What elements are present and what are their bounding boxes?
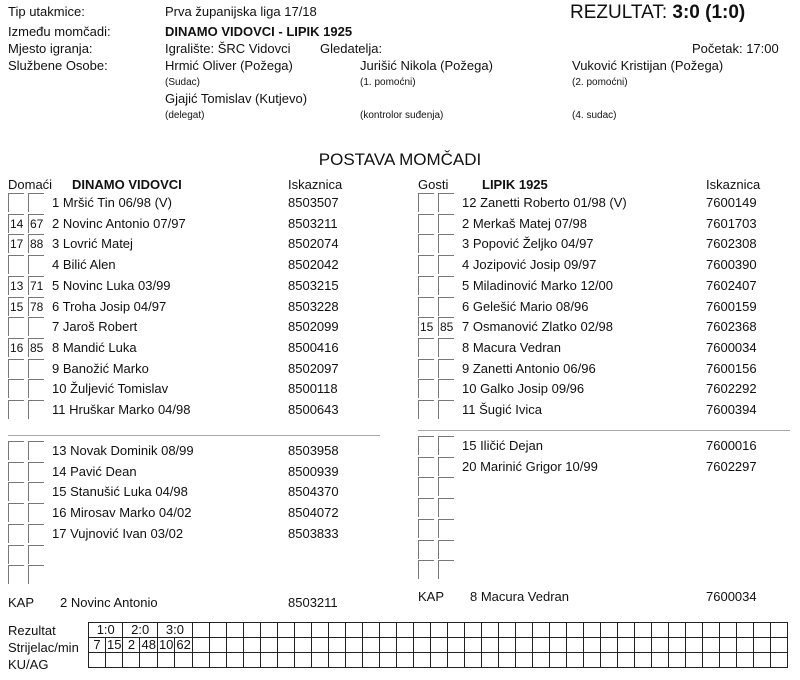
sub-minute-box [418, 400, 434, 419]
sub-minute-box [8, 482, 24, 501]
result-cell [345, 623, 362, 638]
sub-minute-box [438, 379, 454, 398]
player-name: 20 Marinić Grigor 10/99 [462, 458, 598, 474]
result-cell [396, 623, 413, 638]
sub-minute-box: 78 [28, 297, 44, 316]
sub-minute-box [438, 214, 454, 233]
player-id: 7602368 [706, 319, 757, 335]
kuag-cell [277, 653, 294, 668]
sub-minute-box [418, 276, 434, 295]
sub-minute-box [28, 441, 44, 460]
result-cell [702, 623, 719, 638]
sluzbene-label: Službene Osobe: [8, 58, 108, 73]
footer-rezultat-label: Rezultat [8, 623, 56, 638]
scorer-cell [311, 638, 328, 653]
official-role: (delegat) [165, 110, 205, 121]
sub-minute-box: 15 [418, 317, 434, 336]
away-kap-id: 7600034 [706, 589, 757, 604]
player-id: 8503228 [288, 298, 339, 314]
scorer-cell [549, 638, 566, 653]
section-title: POSTAVA MOMČADI [318, 150, 482, 169]
player-id: 7601703 [706, 215, 757, 231]
scorer-cell: 15 [107, 637, 122, 652]
scorer-cell [192, 638, 209, 653]
scorer-cell: 7 [89, 638, 106, 653]
sub-minute-box [438, 359, 454, 378]
player-id: 8500118 [288, 381, 338, 397]
kuag-cell [770, 653, 787, 668]
player-name: 9 Banožić Marko [52, 360, 149, 376]
scorer-cell [498, 638, 515, 653]
kuag-cell [157, 653, 174, 668]
kuag-cell [566, 653, 583, 668]
sub-minute-box [438, 297, 454, 316]
official-role: (2. pomoćni) [572, 77, 628, 88]
footer-kuag-label: KU/AG [8, 657, 49, 672]
sub-minute-box [418, 255, 434, 274]
sub-minute-box [8, 359, 24, 378]
player-name: 12 Zanetti Roberto 01/98 (V) [462, 195, 627, 210]
sub-minute-box [438, 436, 454, 455]
scorer-cell [379, 638, 396, 653]
scorer-cell: 10 [158, 637, 174, 652]
scorer-cell [719, 638, 736, 653]
sub-minute-box [418, 540, 434, 559]
official-role: (4. sudac) [572, 110, 617, 121]
result-cell [634, 623, 651, 638]
kuag-cell [464, 653, 481, 668]
player-name: 8 Macura Vedran [462, 339, 562, 355]
kuag-cell [651, 653, 668, 668]
sub-minute-box [28, 503, 44, 522]
player-name: 15 Iličić Dejan [462, 438, 543, 453]
scorer-cell [243, 638, 260, 653]
player-name: 10 Galko Josip 09/96 [462, 381, 585, 397]
kuag-cell [702, 653, 719, 668]
score-grid-row [89, 653, 788, 668]
kuag-cell [583, 653, 600, 668]
sub-minute-box: 71 [28, 276, 44, 295]
sub-minute-box: 85 [28, 338, 44, 357]
scorer-cell [413, 638, 430, 653]
home-kap-label: KAP [8, 595, 35, 610]
scorer-cell [481, 638, 498, 653]
player-id: 7600156 [706, 360, 757, 376]
tip-value: Prva županijska liga 17/18 [165, 4, 317, 19]
sub-minute-box: 67 [28, 214, 44, 233]
sub-minute-box [28, 524, 44, 543]
result-cell [600, 623, 617, 638]
sub-minute-box [28, 379, 44, 398]
sub-minute-box [8, 545, 24, 564]
result-cell [498, 623, 515, 638]
result-cell [566, 623, 583, 638]
scorer-cell [736, 638, 753, 653]
sub-minute-box [438, 193, 454, 212]
kickoff-time: Početak: 17:00 [692, 41, 779, 56]
sub-minute-box [438, 400, 454, 419]
scorer-cell [515, 638, 532, 653]
scorer-cell [532, 638, 549, 653]
kuag-cell [532, 653, 549, 668]
kuag-cell [379, 653, 396, 668]
scorer-cell [600, 638, 617, 653]
scorer-cell [566, 638, 583, 653]
result-cell [379, 623, 396, 638]
sub-minute-box [28, 482, 44, 501]
result-cell: 1:0 [89, 623, 123, 638]
sub-minute-box [438, 234, 454, 253]
official-name: Vuković Kristijan (Požega) [572, 58, 724, 73]
result-cell [328, 623, 345, 638]
scorer-cell [430, 638, 447, 653]
home-label: Domaći [8, 177, 53, 192]
official-role: (kontrolor suđenja) [360, 110, 444, 121]
kuag-cell [140, 653, 157, 668]
sub-minute-box [438, 498, 454, 517]
player-name: 4 Bilić Alen [52, 257, 116, 273]
sub-minute-box: 88 [28, 234, 44, 253]
result-cell [311, 623, 328, 638]
scorer-cell [702, 638, 719, 653]
player-name: 10 Žuljević Tomislav [52, 381, 169, 397]
kuag-cell [753, 653, 770, 668]
player-name: 2 Merkaš Matej 07/98 [462, 215, 588, 231]
player-id: 8500939 [288, 463, 339, 479]
away-kap-label: KAP [418, 589, 445, 604]
player-name: 5 Miladinović Marko 12/00 [462, 277, 614, 293]
sub-minute-box [28, 317, 44, 336]
sub-minute-box: 14 [8, 214, 24, 233]
gledatelja-label: Gledatelja: [320, 41, 383, 56]
sub-minute-box [418, 436, 434, 455]
player-id: 7602308 [706, 236, 757, 252]
home-id-header: Iskaznica [288, 177, 343, 192]
kuag-cell [226, 653, 243, 668]
result-cell: 3:0 [157, 623, 192, 638]
result-cell [413, 623, 430, 638]
away-id-header: Iskaznica [706, 177, 761, 192]
player-id: 8502074 [288, 236, 339, 252]
player-id: 8502097 [288, 360, 339, 376]
result-cell [668, 623, 685, 638]
home-team-name: DINAMO VIDOVCI [72, 177, 182, 192]
result-cell [192, 623, 209, 638]
home-kap-player: 2 Novinc Antonio [60, 595, 158, 610]
player-id: 8502042 [288, 257, 339, 273]
scorer-cell: 48 [141, 637, 156, 652]
player-id: 8500643 [288, 402, 339, 417]
player-name: 11 Šugić Ivica [462, 402, 542, 417]
kuag-cell [311, 653, 328, 668]
kuag-cell [345, 653, 362, 668]
result-cell [617, 623, 634, 638]
scorer-cell [209, 638, 226, 653]
scorer-cell [634, 638, 651, 653]
sub-minute-box [438, 276, 454, 295]
scorer-cell [685, 638, 702, 653]
kuag-cell [192, 653, 209, 668]
player-id: 7600034 [706, 339, 757, 355]
player-name: 1 Mršić Tin 06/98 (V) [52, 195, 172, 210]
sub-minute-box [8, 524, 24, 543]
player-id: 7602297 [706, 458, 757, 474]
away-team-name: LIPIK 1925 [482, 177, 548, 192]
kuag-cell [106, 653, 123, 668]
kuag-cell [515, 653, 532, 668]
player-id: 7600159 [706, 298, 757, 314]
sub-minute-box [418, 498, 434, 517]
result-cell [447, 623, 464, 638]
scorer-cell [617, 638, 634, 653]
away-label: Gosti [418, 177, 449, 192]
result-cell [685, 623, 702, 638]
kuag-cell [89, 653, 106, 668]
sub-minute-box [418, 560, 434, 579]
kuag-cell [668, 653, 685, 668]
sub-minute-box [418, 193, 434, 212]
player-id: 8503215 [288, 277, 339, 293]
player-name: 15 Stanušić Luka 04/98 [52, 484, 188, 500]
scorer-cell [668, 638, 685, 653]
player-name: 9 Zanetti Antonio 06/96 [462, 360, 596, 376]
scorer-cell [464, 638, 481, 653]
kuag-cell [498, 653, 515, 668]
mjesto-value: Igralište: ŠRC Vidovci [165, 41, 291, 56]
scorer-cell [770, 638, 787, 653]
sub-minute-box [418, 359, 434, 378]
player-id: 8504072 [288, 505, 339, 521]
kuag-cell [617, 653, 634, 668]
result-header [570, 2, 745, 24]
player-name: 3 Lovrić Matej [52, 236, 133, 252]
sub-minute-box [438, 477, 454, 496]
sub-minute-box [28, 462, 44, 481]
result-cell [294, 623, 311, 638]
sub-minute-box [8, 503, 24, 522]
player-name: 4 Jozipović Josip 09/97 [462, 257, 597, 273]
scorer-cell [753, 638, 770, 653]
away-divider [418, 430, 790, 431]
sub-minute-box: 16 [8, 338, 24, 357]
sub-minute-box [418, 297, 434, 316]
mjesto-label: Mjesto igranja: [8, 41, 93, 56]
player-id: 7600394 [706, 402, 757, 417]
kuag-cell [736, 653, 753, 668]
result-cell [753, 623, 770, 638]
result-cell [583, 623, 600, 638]
kuag-cell [328, 653, 345, 668]
match-teams: DINAMO VIDOVCI - LIPIK 1925 [165, 24, 353, 39]
player-name: 17 Vujnović Ivan 03/02 [52, 525, 184, 541]
result-cell [277, 623, 294, 638]
sub-minute-box [418, 477, 434, 496]
kuag-cell [430, 653, 447, 668]
scorer-cell [396, 638, 413, 653]
player-name: 13 Novak Dominik 08/99 [52, 443, 194, 458]
result-cell [464, 623, 481, 638]
sub-minute-box [8, 317, 24, 336]
sub-minute-box [438, 519, 454, 538]
score-grid-row [89, 623, 788, 638]
scorer-cell: 2 [123, 638, 140, 653]
footer-strijelac-label: Strijelac/min [8, 640, 79, 655]
official-role: (1. pomoćni) [360, 77, 416, 88]
sub-minute-box [418, 457, 434, 476]
rezultat-label: REZULTAT: [570, 2, 668, 23]
result-cell [736, 623, 753, 638]
sub-minute-box [438, 540, 454, 559]
sub-minute-box [418, 234, 434, 253]
scorer-cell [345, 638, 362, 653]
official-name: Gjajić Tomislav (Kutjevo) [165, 91, 308, 106]
kuag-cell [209, 653, 226, 668]
sub-minute-box: 17 [8, 234, 24, 253]
sub-minute-box: 13 [8, 276, 24, 295]
sub-minute-box [438, 338, 454, 357]
sub-minute-box [8, 379, 24, 398]
izmedu-label: Između momčadi: [8, 24, 111, 39]
result-cell [362, 623, 379, 638]
kuag-cell [413, 653, 430, 668]
sub-minute-box [418, 338, 434, 357]
sub-minute-box [418, 379, 434, 398]
sub-minute-box [418, 519, 434, 538]
player-name: 6 Gelešić Mario 08/96 [462, 298, 589, 314]
player-id: 8503833 [288, 525, 339, 541]
kuag-cell [481, 653, 498, 668]
player-id: 8502099 [288, 319, 339, 335]
player-name: 5 Novinc Luka 03/99 [52, 277, 171, 293]
player-id: 7600390 [706, 257, 757, 273]
scorer-cell [328, 638, 345, 653]
away-kap-player: 8 Macura Vedran [470, 589, 570, 604]
player-name: 2 Novinc Antonio 07/97 [52, 215, 186, 231]
player-id: 8503507 [288, 195, 339, 210]
sub-minute-box [8, 565, 24, 584]
player-id: 7600149 [706, 195, 757, 210]
player-name: 14 Pavić Dean [52, 463, 137, 479]
player-id: 8500416 [288, 339, 339, 355]
result-cell [719, 623, 736, 638]
player-id: 7602407 [706, 277, 757, 293]
player-id: 8503958 [288, 443, 339, 458]
sub-minute-box [8, 255, 24, 274]
sub-minute-box: 85 [438, 317, 454, 336]
sub-minute-box [28, 400, 44, 419]
kuag-cell [362, 653, 379, 668]
result-cell [532, 623, 549, 638]
result-cell [481, 623, 498, 638]
scorer-cell [447, 638, 464, 653]
kuag-cell [634, 653, 651, 668]
result-cell [209, 623, 226, 638]
sub-minute-box [8, 462, 24, 481]
sub-minute-box [8, 441, 24, 460]
sub-minute-box [418, 214, 434, 233]
rezultat-value: 3:0 (1:0) [672, 2, 746, 23]
result-cell [770, 623, 787, 638]
tip-label: Tip utakmice: [8, 4, 85, 19]
sub-minute-box [28, 565, 44, 584]
scorer-cell [277, 638, 294, 653]
player-id: 7602292 [706, 381, 757, 397]
sub-minute-box [28, 193, 44, 212]
scorer-cell [362, 638, 379, 653]
result-cell [549, 623, 566, 638]
result-cell [515, 623, 532, 638]
scorer-cell [294, 638, 311, 653]
player-name: 6 Troha Josip 04/97 [52, 298, 167, 314]
result-cell [651, 623, 668, 638]
kuag-cell [600, 653, 617, 668]
kuag-cell [175, 653, 192, 668]
kuag-cell [396, 653, 413, 668]
home-kap-id: 8503211 [288, 595, 338, 610]
result-cell [430, 623, 447, 638]
kuag-cell [260, 653, 277, 668]
player-name: 7 Osmanović Zlatko 02/98 [462, 319, 614, 335]
result-cell: 2:0 [123, 623, 157, 638]
player-name: 7 Jaroš Robert [52, 319, 138, 335]
player-name: 3 Popović Željko 04/97 [462, 236, 594, 252]
kuag-cell [123, 653, 140, 668]
result-cell [260, 623, 277, 638]
kuag-cell [685, 653, 702, 668]
sub-minute-box [438, 255, 454, 274]
scorer-cell [651, 638, 668, 653]
player-id: 7600016 [706, 438, 757, 453]
official-name: Jurišić Nikola (Požega) [360, 58, 493, 73]
score-grid-row [89, 638, 788, 653]
kuag-cell [549, 653, 566, 668]
sub-minute-box [28, 255, 44, 274]
sub-minute-box: 15 [8, 297, 24, 316]
kuag-cell [719, 653, 736, 668]
player-name: 16 Mirosav Marko 04/02 [52, 505, 192, 521]
kuag-cell [243, 653, 260, 668]
player-id: 8504370 [288, 484, 339, 500]
kuag-cell [447, 653, 464, 668]
sub-minute-box [438, 457, 454, 476]
scorer-cell [583, 638, 600, 653]
sub-minute-box [8, 193, 24, 212]
sub-minute-box [438, 560, 454, 579]
official-name: Hrmić Oliver (Požega) [165, 58, 293, 73]
player-name: 11 Hruškar Marko 04/98 [52, 402, 191, 417]
player-name: 8 Mandić Luka [52, 339, 137, 355]
sub-minute-box [28, 359, 44, 378]
result-cell [243, 623, 260, 638]
home-divider [8, 435, 380, 436]
result-cell [226, 623, 243, 638]
player-id: 8503211 [288, 215, 338, 231]
sub-minute-box [28, 545, 44, 564]
scorer-cell [260, 638, 277, 653]
kuag-cell [294, 653, 311, 668]
score-grid [88, 622, 788, 668]
sub-minute-box [8, 400, 24, 419]
official-role: (Sudac) [165, 77, 201, 88]
scorer-cell: 62 [176, 637, 191, 652]
scorer-cell [226, 638, 243, 653]
